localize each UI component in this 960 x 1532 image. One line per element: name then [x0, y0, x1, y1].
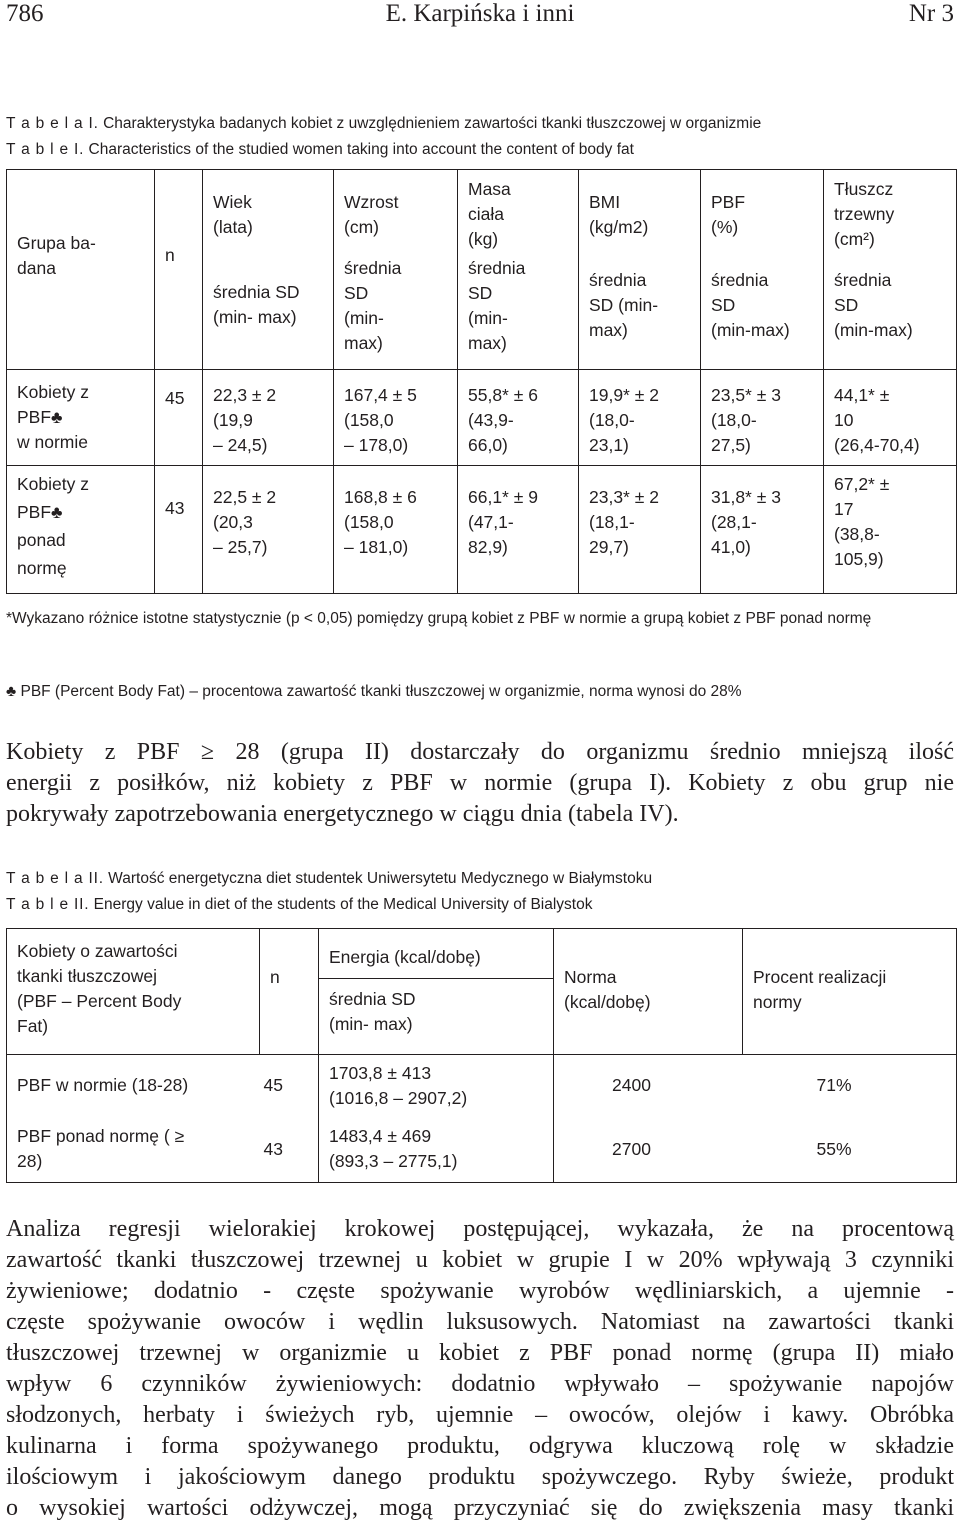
header-authors: E. Karpińska i inni	[385, 0, 575, 27]
cell-percent: 71%	[743, 1055, 957, 1117]
cell-norm: 2400	[554, 1055, 743, 1117]
cell-n: 45	[155, 370, 203, 466]
cell-n: 43	[260, 1117, 319, 1183]
table1-header-row	[7, 170, 957, 370]
cell-group: Kobiety z PBF♣ w normie	[7, 370, 155, 466]
table2-header-row	[7, 929, 957, 1055]
cell-group: PBF w normie (18-28)	[7, 1055, 260, 1117]
cell-energy: 1483,4 ± 469 (893,3 – 2775,1)	[319, 1117, 554, 1183]
body-paragraph-2: Analiza regresji wielorakiej krokowej postępującej, wykazała, że na procentową zawartość tkanki tłuszczowej trzewnej u kobiet w grupie I w 20% wpływają 3 czynniki żywieniowe; dodatnio - częste spożywanie wyrobów wędliniarskich, a ujemnie - częste spożywanie owoców i wędlin luksusowych. Natomiast na zawartości tkanki tłuszczowej trzewnej w organizmie u kobiet z PBF ponad normę (grupa II) miało wpływ 6 czynników żywieniowych: dodatnio wpływało – spożywanie napojów słodzonych, herbaty i świeżych ryb, ujemnie – owoców, olejów i kawy. Obróbka kulinarna i forma spożywanego produktu, odgrywa kluczową rolę w składzie ilościowym i jakościowym danego produktu spożywczego. Ryby świeże, produkt o wysokiej wartości odżywczej, mogą przyczyniać się do zwiększenia masy tkanki	[6, 1216, 954, 1521]
table1-caption-en: T a b l e I. Characteristics of the studied women taking into account the content of body fat	[6, 141, 634, 158]
issue-number: Nr 3	[908, 0, 954, 27]
body-paragraph-1: Kobiety z PBF ≥ 28 (grupa II) dostarczały do organizmu średnio mniejszą ilość energii z posiłków, niż kobiety z PBF w normie (grupa I). Kobiety z obu grup nie pokrywały zapotrzebowania energetycznego w ciągu dnia (tabela IV).	[6, 739, 954, 827]
cell-bmi: 19,9* ± 2 (18,0- 23,1)	[579, 370, 701, 466]
header-group: Grupa ba- dana	[7, 170, 155, 370]
cell-pbf: 31,8* ± 3 (28,1- 41,0)	[701, 466, 824, 594]
cell-masa: 55,8* ± 6 (43,9- 66,0)	[458, 370, 579, 466]
cell-bmi: 23,3* ± 2 (18,1- 29,7)	[579, 466, 701, 594]
cell-fat: 44,1* ± 10 (26,4-70,4)	[824, 370, 957, 466]
cell-norm: 2700	[554, 1117, 743, 1183]
cell-percent: 55%	[743, 1117, 957, 1183]
header-n: n	[155, 170, 203, 370]
table1-footnote-significance: *Wykazano różnice istotne statystycznie (p < 0,05) pomiędzy grupą kobiet z PBF w normie a grupą kobiet z PBF ponad normę	[6, 610, 872, 627]
header-wiek: Wiek (lata) średnia SD (min- max)	[203, 170, 334, 370]
cell-masa: 66,1* ± 9 (47,1- 82,9)	[458, 466, 579, 594]
header-norm: Norma (kcal/dobę)	[554, 929, 743, 1055]
cell-wzrost: 168,8 ± 6 (158,0 – 181,0)	[334, 466, 458, 594]
table2-caption-pl: T a b e l a II. Wartość energetyczna diet studentek Uniwersytetu Medycznego w Białymstoku	[6, 870, 653, 887]
header-percent: Procent realizacji normy	[743, 929, 957, 1055]
table-row	[7, 370, 957, 466]
cell-wiek: 22,3 ± 2 (19,9 – 24,5)	[203, 370, 334, 466]
header-energy: Energia (kcal/dobę) średnia SD (min- max)	[319, 929, 554, 1055]
running-header	[0, 0, 960, 32]
cell-energy: 1703,8 ± 413 (1016,8 – 2907,2)	[319, 1055, 554, 1117]
header-pbf: PBF (%) średnia SD (min-max)	[701, 170, 824, 370]
cell-pbf: 23,5* ± 3 (18,0- 27,5)	[701, 370, 824, 466]
cell-fat: 67,2* ± 17 (38,8- 105,9)	[824, 466, 957, 594]
header-n: n	[260, 929, 319, 1055]
table1-caption-pl: T a b e l a I. Charakterystyka badanych kobiet z uwzględnieniem zawartości tkanki tłuszczowej w organizmie	[6, 115, 762, 132]
cell-group: PBF ponad normę ( ≥ 28)	[7, 1117, 260, 1183]
header-fat: Tłuszcz trzewny (cm²) średnia SD (min-max)	[824, 170, 957, 370]
cell-n: 45	[260, 1055, 319, 1117]
header-bmi: BMI (kg/m2) średnia SD (min- max)	[579, 170, 701, 370]
table-row	[7, 1117, 957, 1183]
table2	[6, 928, 957, 1183]
cell-wiek: 22,5 ± 2 (20,3 – 25,7)	[203, 466, 334, 594]
table2-caption-en: T a b l e II. Energy value in diet of the students of the Medical University of Bialystok	[6, 896, 593, 913]
cell-n: 43	[155, 466, 203, 594]
header-group: Kobiety o zawartości tkanki tłuszczowej (PBF – Percent Body Fat)	[7, 929, 260, 1055]
table1	[6, 169, 957, 594]
table1-footnote-pbf: ♣ PBF (Percent Body Fat) – procentowa zawartość tkanki tłuszczowej w organizmie, norma wynosi do 28%	[6, 683, 742, 700]
page-number: 786	[6, 0, 44, 27]
cell-wzrost: 167,4 ± 5 (158,0 – 178,0)	[334, 370, 458, 466]
header-wzrost: Wzrost (cm) średnia SD (min- max)	[334, 170, 458, 370]
header-masa: Masa ciała (kg) średnia SD (min- max)	[458, 170, 579, 370]
table-row	[7, 1055, 957, 1117]
cell-group: Kobiety z PBF♣ ponad normę	[7, 466, 155, 594]
table-row	[7, 466, 957, 594]
